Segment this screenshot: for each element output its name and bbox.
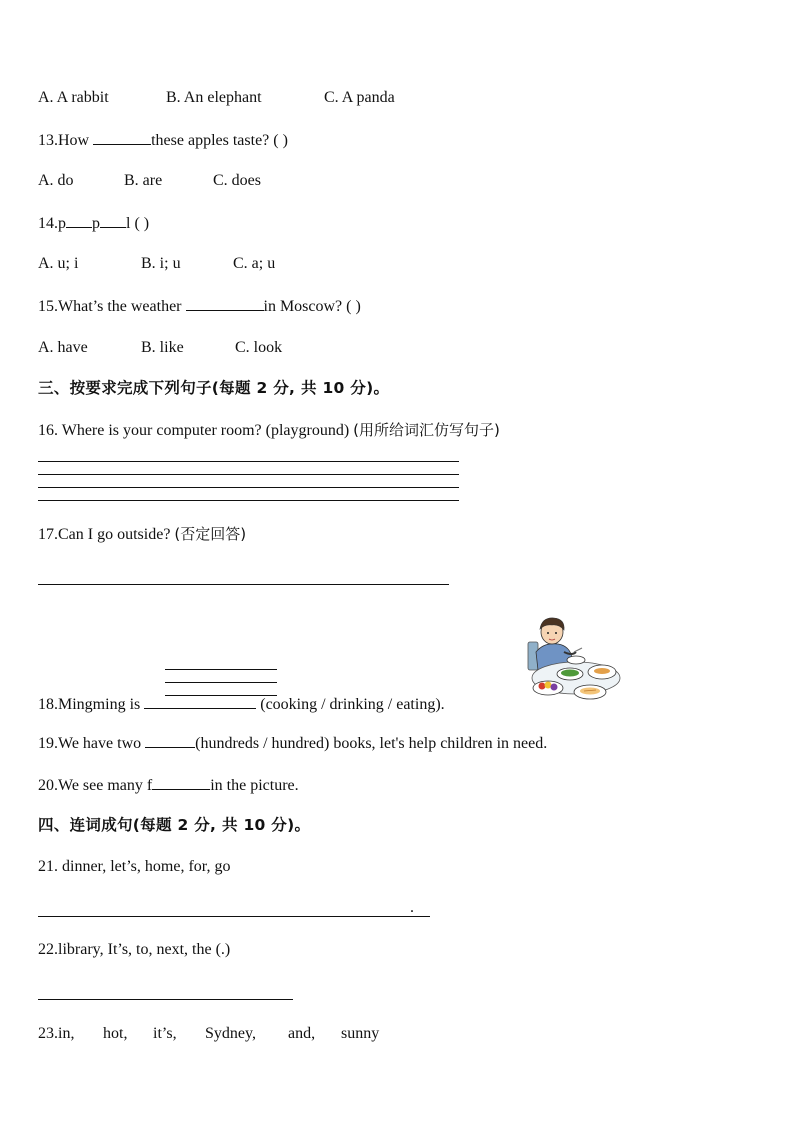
question-23-word: Sydney, (205, 1025, 256, 1042)
question-20 (38, 775, 299, 796)
question-13 (38, 130, 288, 151)
question-14-part: p (92, 215, 100, 232)
question-21: 21. dinner, let’s, home, for, go (38, 858, 231, 875)
answer-blank[interactable] (186, 296, 264, 311)
answer-blank[interactable] (145, 733, 195, 748)
question-14 (38, 213, 149, 234)
answer-line[interactable] (165, 669, 277, 670)
answer-line[interactable] (38, 461, 459, 462)
q15-option-c: C. look (235, 339, 283, 356)
answer-blank[interactable] (66, 213, 92, 228)
question-17-text: 17.Can I go outside? (38, 526, 175, 543)
question-22: 22.library, It’s, to, next, the (.) (38, 941, 231, 958)
question-23-word: it’s, (153, 1025, 177, 1042)
question-17 (38, 524, 246, 545)
answer-blank[interactable] (93, 130, 151, 145)
question-15-suffix: in Moscow? ( ) (263, 298, 361, 315)
question-18 (38, 694, 445, 715)
question-14-part: l ( ) (126, 215, 150, 232)
question-16 (38, 420, 500, 441)
question-14-part: 14.p (38, 215, 66, 232)
question-15-prefix: 15.What’s the weather (38, 298, 186, 315)
sentence-end-mark: . (410, 899, 414, 916)
answer-blank[interactable] (100, 213, 126, 228)
q14-option-a: A. u; i (38, 255, 79, 272)
question-16-text: 16. Where is your computer room? (playground) (38, 422, 354, 439)
question-13-suffix: these apples taste? ( ) (151, 132, 288, 149)
q12-option-c: C. A panda (324, 89, 395, 106)
q14-option-c: C. a; u (233, 255, 276, 272)
q13-option-c: C. does (213, 172, 261, 189)
question-18-suffix: (cooking / drinking / eating). (256, 696, 445, 713)
question-19-suffix: (hundreds / hundred) books, let's help children in need. (195, 735, 548, 752)
question-20-suffix: in the picture. (210, 777, 299, 794)
question-23-word: hot, (103, 1025, 128, 1042)
question-20-prefix: 20.We see many f (38, 777, 153, 794)
question-19-prefix: 19.We have two (38, 735, 146, 752)
question-23-word: and, (288, 1025, 316, 1042)
question-19 (38, 733, 547, 754)
answer-line[interactable] (38, 584, 449, 585)
q12-option-a: A. A rabbit (38, 89, 109, 106)
answer-line[interactable] (38, 500, 459, 501)
answer-line[interactable] (38, 999, 293, 1000)
q13-option-b: B. are (124, 172, 163, 189)
question-13-prefix: 13.How (38, 132, 94, 149)
q15-option-b: B. like (141, 339, 184, 356)
q14-option-b: B. i; u (141, 255, 181, 272)
question-15 (38, 296, 361, 317)
q13-option-a: A. do (38, 172, 74, 189)
answer-line[interactable] (38, 487, 459, 488)
question-23-word: 23.in, (38, 1025, 75, 1042)
answer-line[interactable] (38, 916, 430, 917)
section-4-heading: 四、连词成句(每题 2 分, 共 10 分)。 (38, 816, 311, 834)
question-17-hint: (否定回答) (174, 525, 247, 543)
question-23-word: sunny (341, 1025, 380, 1042)
answer-blank[interactable] (152, 775, 210, 790)
q12-option-b: B. An elephant (166, 89, 262, 106)
answer-blank[interactable] (144, 694, 256, 709)
answer-line[interactable] (418, 916, 430, 917)
question-16-hint: (用所给词汇仿写句子) (353, 421, 500, 439)
question-18-prefix: 18.Mingming is (38, 696, 145, 713)
answer-line[interactable] (38, 474, 459, 475)
boy-eating-meal-illustration-icon (514, 612, 622, 706)
section-3-heading: 三、按要求完成下列句子(每题 2 分, 共 10 分)。 (38, 379, 390, 397)
q15-option-a: A. have (38, 339, 88, 356)
answer-line[interactable] (165, 682, 277, 683)
